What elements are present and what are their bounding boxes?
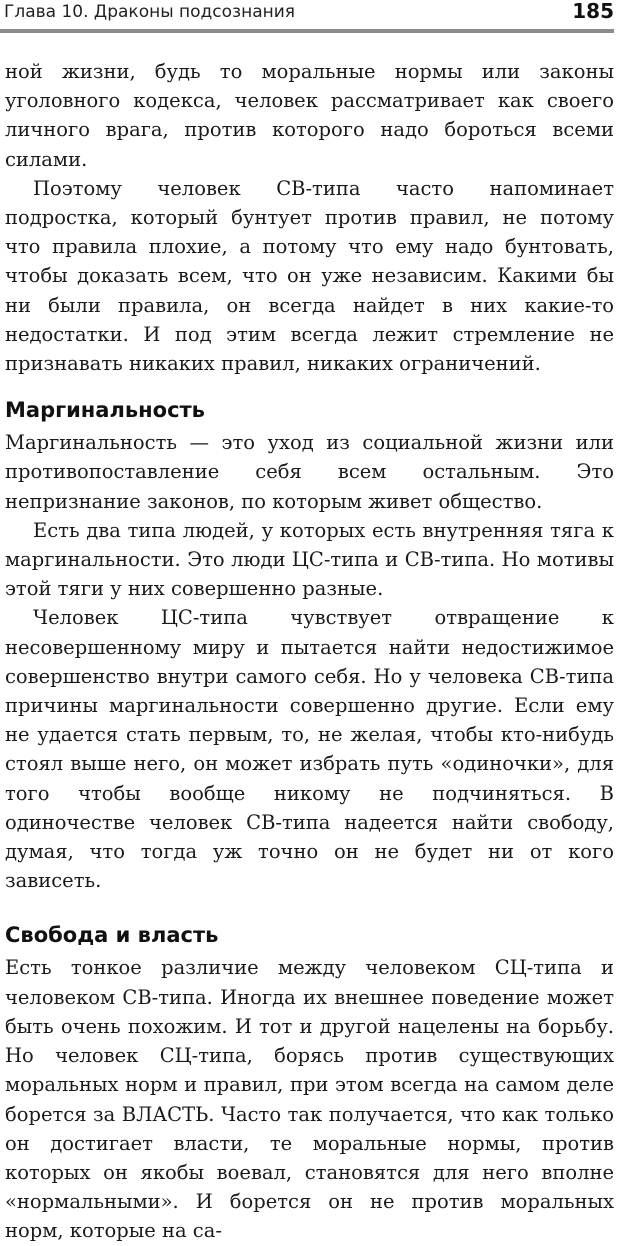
paragraph-cs-type: Человек ЦС-типа чувствует отвращение к несовершенному миру и пытается найти недостижимое совершенство внутри самого себя. Но у человека СВ-типа причины маргинальности совершенно другие. Если ему не удается стать первым, то, не желая, чтобы кто-нибудь стоял выше него, он может избрать путь «одиночки», для того чтобы вообще никому не подчиняться. В одиночестве человек СВ-типа надеется найти свободу, думая, что тогда уж точно он не будет ни от кого зависеть. [5, 606, 614, 893]
paragraph-continuation: ной жизни, будь то моральные нормы или законы уголовного кодекса, человек рассматривает как своего личного врага, против которого надо бороться всеми силами. [5, 60, 614, 171]
paragraph-teenager: Поэтому человек СВ-типа часто напоминает подростка, который бунтует против правил, не потому что правила плохие, а потому что ему надо бунтовать, чтобы доказать всем, что он уже независим. Какими бы ни были правила, он всегда найдет в них какие-то недостатки. И под этим всегда лежит стремление не признавать никаких правил, никаких ограничений. [5, 176, 614, 376]
section-heading-freedom: Свобода и власть [5, 923, 219, 948]
body-text [5, 57, 614, 1246]
chapter-title: Глава 10. Драконы подсознания [4, 2, 296, 22]
header-rule [0, 29, 614, 33]
page-number: 185 [572, 0, 614, 23]
paragraph-two-types: Есть два типа людей, у которых есть внутренняя тяга к маргинальности. Это люди ЦС-типа и СВ-типа. Но мотивы этой тяги у них совершенно разные. [5, 518, 614, 601]
paragraph-marginality-definition: Маргинальность — это уход из социальной жизни или противопоставление себя всем остальным. Это непризнание законов, по которым живет общество. [5, 431, 614, 513]
running-head [4, 0, 614, 28]
section-heading-marginality: Маргинальность [5, 398, 205, 423]
paragraph-freedom: Есть тонкое различие между человеком СЦ-типа и человеком СВ-типа. Иногда их внешнее поведение может быть очень похожим. И тот и другой нацелены на борьбу. Но человек СЦ-типа, борясь против существующих моральных норм и правил, при этом всегда на самом деле борется за ВЛАСТЬ. Часто так получается, что как только он достигает власти, те моральные нормы, против которых он якобы воевал, становятся для него вполне «нормальными». И борется он не против моральных норм, которые на са- [5, 956, 614, 1243]
